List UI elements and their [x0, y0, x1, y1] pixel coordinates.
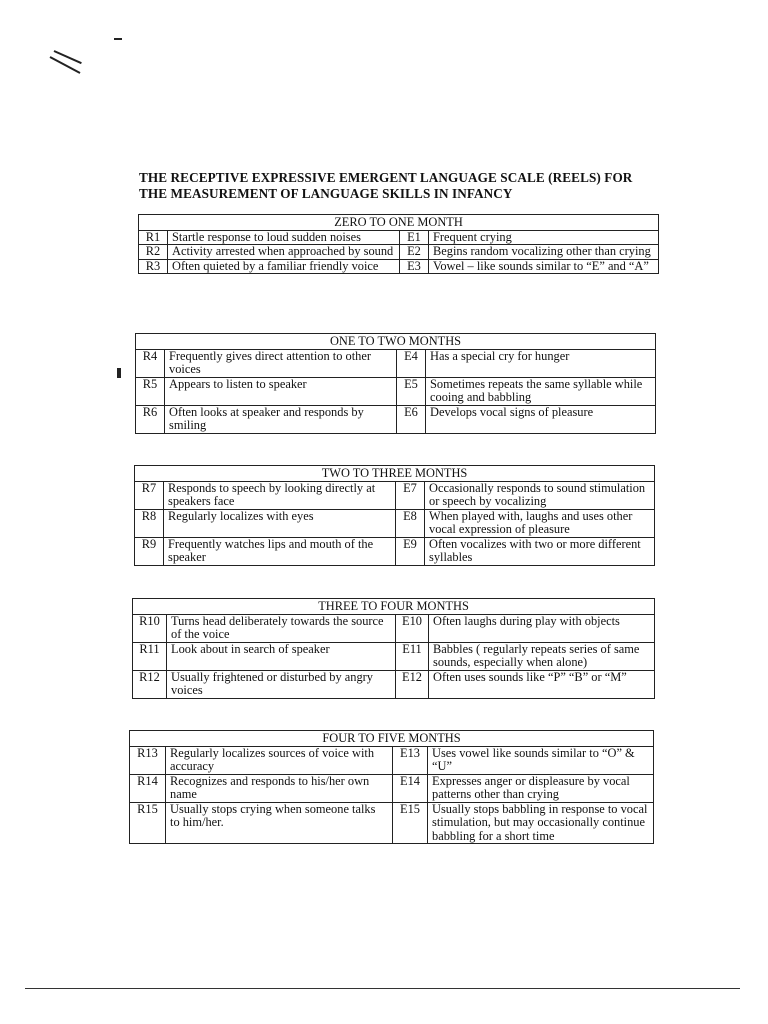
expressive-text: Expresses anger or displeasure by vocal patterns other than crying	[428, 774, 654, 802]
receptive-text: Regularly localizes sources of voice with accuracy	[166, 746, 393, 774]
scan-mark	[117, 368, 121, 378]
expressive-text: Often laughs during play with objects	[429, 614, 655, 642]
section-table-one-to-two-months	[135, 333, 656, 434]
expressive-text: Vowel – like sounds similar to “E” and “A”	[429, 259, 659, 274]
receptive-text: Frequently watches lips and mouth of the speaker	[164, 537, 396, 565]
expressive-code: E13	[393, 746, 428, 774]
expressive-code: E15	[393, 802, 428, 844]
expressive-text: Frequent crying	[429, 230, 659, 245]
table-row	[133, 614, 655, 642]
table-row	[136, 377, 656, 405]
receptive-code: R3	[139, 259, 168, 274]
expressive-text: Often vocalizes with two or more different syllables	[425, 537, 655, 565]
receptive-code: R8	[135, 509, 164, 537]
receptive-code: R12	[133, 670, 167, 698]
expressive-code: E12	[396, 670, 429, 698]
expressive-text: Often uses sounds like “P” “B” or “M”	[429, 670, 655, 698]
expressive-text: Begins random vocalizing other than crying	[429, 245, 659, 260]
expressive-code: E4	[397, 349, 426, 377]
receptive-code: R2	[139, 245, 168, 260]
receptive-code: R7	[135, 481, 164, 509]
receptive-code: R4	[136, 349, 165, 377]
section-table-four-to-five-months	[129, 730, 654, 844]
expressive-text: Babbles ( regularly repeats series of same sounds, especially when alone)	[429, 642, 655, 670]
receptive-text: Appears to listen to speaker	[165, 377, 397, 405]
receptive-text: Startle response to loud sudden noises	[168, 230, 400, 245]
receptive-text: Regularly localizes with eyes	[164, 509, 396, 537]
scan-mark	[114, 38, 122, 40]
expressive-code: E9	[396, 537, 425, 565]
receptive-code: R1	[139, 230, 168, 245]
document-title-line-1: THE RECEPTIVE EXPRESSIVE EMERGENT LANGUAGE SCALE (REELS) FOR	[139, 170, 633, 185]
section-table-three-to-four-months	[132, 598, 655, 699]
expressive-text: Occasionally responds to sound stimulation or speech by vocalizing	[425, 481, 655, 509]
table-row	[135, 509, 655, 537]
expressive-text: Has a special cry for hunger	[426, 349, 656, 377]
table-row	[130, 802, 654, 844]
receptive-text: Turns head deliberately towards the source of the voice	[167, 614, 396, 642]
table-row	[130, 774, 654, 802]
expressive-code: E14	[393, 774, 428, 802]
receptive-text: Activity arrested when approached by sound	[168, 245, 400, 260]
document-title	[139, 170, 699, 202]
receptive-code: R11	[133, 642, 167, 670]
expressive-text: When played with, laughs and uses other vocal expression of pleasure	[425, 509, 655, 537]
section-heading: THREE TO FOUR MONTHS	[133, 599, 655, 615]
table-row	[135, 481, 655, 509]
expressive-text: Sometimes repeats the same syllable while cooing and babbling	[426, 377, 656, 405]
receptive-text: Usually frightened or disturbed by angry voices	[167, 670, 396, 698]
bottom-rule	[25, 988, 740, 989]
table-row	[133, 642, 655, 670]
receptive-code: R9	[135, 537, 164, 565]
section-heading: FOUR TO FIVE MONTHS	[130, 731, 654, 747]
table-row	[136, 349, 656, 377]
receptive-text: Look about in search of speaker	[167, 642, 396, 670]
expressive-code: E10	[396, 614, 429, 642]
receptive-text: Often looks at speaker and responds by smiling	[165, 405, 397, 433]
table-row	[139, 245, 659, 260]
receptive-text: Frequently gives direct attention to other voices	[165, 349, 397, 377]
expressive-code: E6	[397, 405, 426, 433]
expressive-text: Usually stops babbling in response to vocal stimulation, but may occasionally continue babbling for a short time	[428, 802, 654, 844]
receptive-text: Recognizes and responds to his/her own name	[166, 774, 393, 802]
receptive-text: Responds to speech by looking directly at speakers face	[164, 481, 396, 509]
section-table-zero-to-one-month	[138, 214, 659, 274]
receptive-code: R6	[136, 405, 165, 433]
receptive-text: Usually stops crying when someone talks to him/her.	[166, 802, 393, 844]
section-heading: TWO TO THREE MONTHS	[135, 466, 655, 482]
expressive-code: E8	[396, 509, 425, 537]
receptive-text: Often quieted by a familiar friendly voice	[168, 259, 400, 274]
receptive-code: R10	[133, 614, 167, 642]
expressive-code: E2	[400, 245, 429, 260]
table-row	[139, 230, 659, 245]
expressive-text: Uses vowel like sounds similar to “O” & “U”	[428, 746, 654, 774]
document-title-line-2: THE MEASUREMENT OF LANGUAGE SKILLS IN INFANCY	[139, 186, 513, 201]
section-heading: ZERO TO ONE MONTH	[139, 215, 659, 231]
receptive-code: R5	[136, 377, 165, 405]
table-row	[133, 670, 655, 698]
table-row	[136, 405, 656, 433]
receptive-code: R14	[130, 774, 166, 802]
expressive-code: E1	[400, 230, 429, 245]
expressive-text: Develops vocal signs of pleasure	[426, 405, 656, 433]
receptive-code: R13	[130, 746, 166, 774]
section-table-two-to-three-months	[134, 465, 655, 566]
table-row	[135, 537, 655, 565]
table-row	[130, 746, 654, 774]
section-heading: ONE TO TWO MONTHS	[136, 334, 656, 350]
receptive-code: R15	[130, 802, 166, 844]
expressive-code: E7	[396, 481, 425, 509]
expressive-code: E3	[400, 259, 429, 274]
expressive-code: E11	[396, 642, 429, 670]
expressive-code: E5	[397, 377, 426, 405]
table-row	[139, 259, 659, 274]
